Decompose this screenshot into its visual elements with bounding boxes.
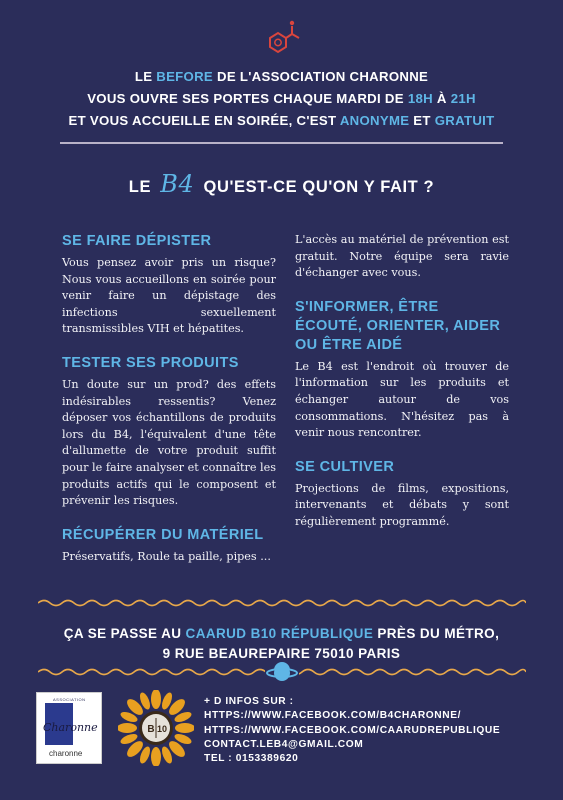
wavy-divider [38,598,526,608]
planet-icon [265,662,299,684]
section-body: Préservatifs, Roule ta paille, pipes ... [62,549,271,563]
section-body: Le B4 est l'endroit où trouver de l'information sur les produits et échanger autour de vos consommations. N'hésitez pas à venir nous rencontrer. [295,359,509,440]
association-charonne-logo: ASSOCIATION Charonne charonne [36,692,102,764]
location-line-1: ÇA SE PASSE AU CAARUD B10 RÉPUBLIQUE PRÈS DU MÉTRO, [63,626,500,641]
svg-text:B: B [147,724,155,735]
section-materiel-continued [295,232,509,282]
section-depister [62,232,276,338]
right-column [295,232,509,547]
email-link[interactable]: CONTACT.LEB4@GMAIL.COM [204,738,364,750]
facebook-link-b4[interactable]: HTTPS://WWW.FACEBOOK.COM/B4CHARONNE/ [204,710,462,722]
location-line-2: 9 RUE BEAUREPAIRE 75010 PARIS [162,646,401,661]
intro-line-3: ET VOUS ACCUEILLE EN SOIRÉE, C'EST ANONYME ET GRATUIT [68,113,495,128]
phone-number: TEL : 0153389620 [204,753,299,765]
molecule-icon [258,16,306,60]
section-cultiver [295,458,509,531]
section-informer [295,298,509,442]
intro-text [0,66,563,132]
more-info-label: + D INFOS SUR : [204,696,294,707]
b4-heading: LE B4 QU'EST-CE QU'ON Y FAIT ? [128,170,435,198]
section-body: Un doute sur un prod? des effets indésirables ressentis? Venez déposer vos échantillons de produits lors du B4, l'équivalent d'une tête d'allumette de votre produit suffit pour le faire analyser et connaître les produits actifs qui le composent et prévenir les risques. [62,377,276,508]
location-text [0,624,563,664]
section-title: SE CULTIVER [295,458,395,475]
intro-line-2: VOUS OUVRE SES PORTES CHAQUE MARDI DE 18H À 21H [87,91,476,106]
section-title: SE FAIRE DÉPISTER [62,233,212,249]
section-title: RÉCUPÉRER DU MATÉRIEL [62,526,264,543]
b10-sunflower-logo [118,690,194,766]
more-info-block [204,695,544,766]
facebook-link-caarud[interactable]: HTTPS://WWW.FACEBOOK.COM/CAARUDREPUBLIQUE [204,724,501,736]
intro-line-1: LE BEFORE DE L'ASSOCIATION CHARONNE [134,69,429,84]
section-body: L'accès au matériel de prévention est gratuit. Notre équipe sera ravie d'échanger avec vous. [295,233,509,280]
b4-logo: B4 [160,170,195,198]
left-column [62,232,276,581]
section-body: Projections de films, expositions, intervenants et débats y sont régulièrement programmé. [295,481,509,528]
section-body: Vous pensez avoir pris un risque? Nous vous accueillons en soirée pour venir faire un dépistage des infections sexuellement transmissibles VIH et hépatites. [62,256,276,336]
section-title: S'INFORMER, ÊTRE ÉCOUTÉ, ORIENTER, AIDER OU ÊTRE AIDÉ [295,298,501,353]
section-tester [62,354,276,510]
section-title: TESTER SES PRODUITS [62,354,239,371]
top-divider [60,142,503,144]
section-materiel [62,526,276,566]
svg-text:10: 10 [156,724,168,734]
